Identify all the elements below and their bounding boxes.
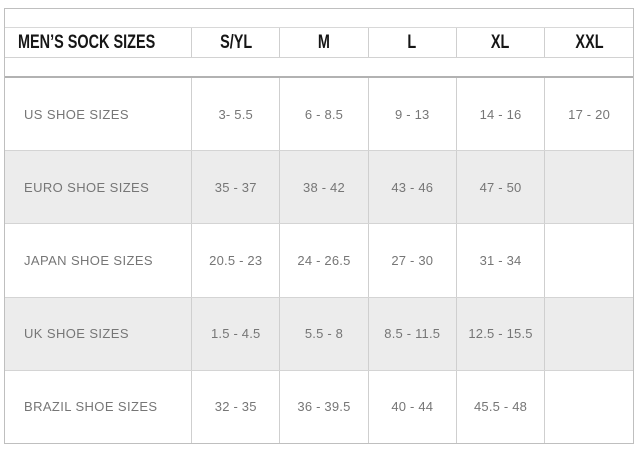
cell-value: 20.5 - 23 (192, 224, 280, 297)
cell-value: 32 - 35 (192, 370, 280, 443)
cell-value: 47 - 50 (456, 151, 544, 224)
cell-value: 5.5 - 8 (280, 297, 368, 370)
size-chart-header (5, 28, 633, 58)
table-row-uk (5, 297, 633, 370)
size-chart-body (5, 76, 633, 443)
table-row-japan (5, 224, 633, 297)
cell-value: 12.5 - 15.5 (456, 297, 544, 370)
column-header-syl: S/YL (192, 28, 280, 58)
cell-value: 3- 5.5 (192, 77, 280, 151)
table-row-brazil (5, 370, 633, 443)
row-label: UK SHOE SIZES (5, 297, 192, 370)
chart-title: MEN’S SOCK SIZES (18, 31, 156, 53)
cell-value: 1.5 - 4.5 (192, 297, 280, 370)
cell-value: 14 - 16 (456, 77, 544, 151)
table-row-us (5, 77, 633, 151)
cell-value: 36 - 39.5 (280, 370, 368, 443)
row-label: JAPAN SHOE SIZES (5, 224, 192, 297)
cell-value (545, 224, 633, 297)
cell-value: 38 - 42 (280, 151, 368, 224)
size-chart-table (4, 8, 634, 444)
column-header-m: M (280, 28, 368, 58)
column-header-xl: XL (456, 28, 544, 58)
cell-value: 43 - 46 (368, 151, 456, 224)
cell-value: 6 - 8.5 (280, 77, 368, 151)
row-label: EURO SHOE SIZES (5, 151, 192, 224)
cell-value (545, 370, 633, 443)
row-label: US SHOE SIZES (5, 77, 192, 151)
cell-value: 45.5 - 48 (456, 370, 544, 443)
chart-title-cell (5, 28, 192, 58)
cell-value: 8.5 - 11.5 (368, 297, 456, 370)
column-header-xxl: XXL (545, 28, 633, 58)
header-body-gap (5, 58, 633, 76)
header-row (5, 28, 633, 58)
cell-value: 9 - 13 (368, 77, 456, 151)
cell-value: 31 - 34 (456, 224, 544, 297)
cell-value: 40 - 44 (368, 370, 456, 443)
cell-value (545, 297, 633, 370)
cell-value: 35 - 37 (192, 151, 280, 224)
cell-value: 17 - 20 (545, 77, 633, 151)
table-row-euro (5, 151, 633, 224)
top-spacer (5, 9, 633, 28)
cell-value (545, 151, 633, 224)
cell-value: 24 - 26.5 (280, 224, 368, 297)
row-label: BRAZIL SHOE SIZES (5, 370, 192, 443)
cell-value: 27 - 30 (368, 224, 456, 297)
column-header-l: L (368, 28, 456, 58)
